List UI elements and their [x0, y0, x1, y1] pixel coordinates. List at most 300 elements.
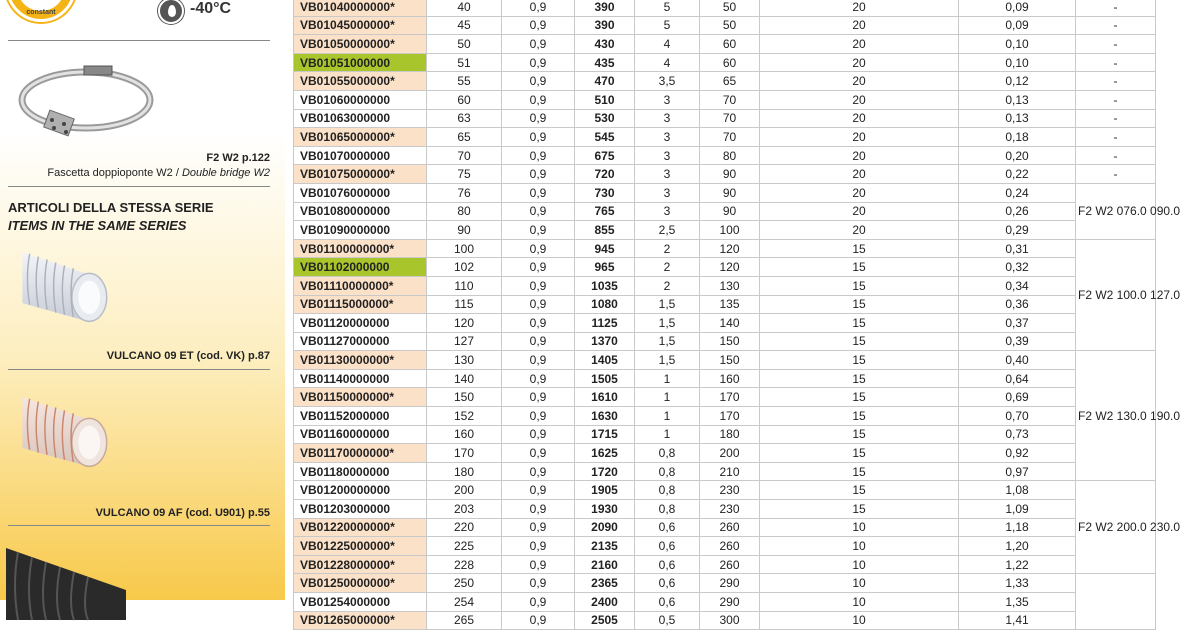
- inner-diameter-cell: 55: [427, 72, 502, 91]
- inner-diameter-cell: 90: [427, 221, 502, 240]
- thickness-cell: 0,9: [502, 407, 575, 426]
- pressure-cell: 1405: [575, 351, 635, 370]
- pressure-cell: 1125: [575, 314, 635, 333]
- table-row: [294, 500, 1156, 519]
- radius-cell: 290: [700, 574, 760, 593]
- bend-cell: 3: [635, 109, 700, 128]
- clamp-desc-it: Fascetta doppioponte W2 /: [47, 167, 179, 179]
- weight-cell: 0,09: [959, 16, 1076, 35]
- length-cell: 20: [760, 221, 959, 240]
- table-row: [294, 239, 1156, 258]
- radius-cell: 50: [700, 0, 760, 16]
- weight-cell: 0,10: [959, 53, 1076, 72]
- product-code: VB01055000000*: [294, 72, 427, 91]
- inner-diameter-cell: 115: [427, 295, 502, 314]
- bend-cell: 2: [635, 276, 700, 295]
- inner-diameter-cell: 150: [427, 388, 502, 407]
- length-cell: 15: [760, 481, 959, 500]
- length-cell: 15: [760, 407, 959, 426]
- inner-diameter-cell: 127: [427, 332, 502, 351]
- product-table: [293, 0, 1180, 630]
- length-cell: 20: [760, 183, 959, 202]
- accessory-cell: F2 W2 100.0 127.0: [1076, 239, 1156, 351]
- divider: [8, 186, 270, 187]
- thickness-cell: 0,9: [502, 537, 575, 556]
- radius-cell: 60: [700, 35, 760, 54]
- length-cell: 10: [760, 593, 959, 612]
- weight-cell: 0,26: [959, 202, 1076, 221]
- vulcano-af-hose-image: [6, 390, 126, 470]
- accessory-cell: -: [1076, 165, 1156, 184]
- weight-cell: 0,31: [959, 239, 1076, 258]
- series-title-en: ITEMS IN THE SAME SERIES: [8, 218, 187, 233]
- weight-cell: 0,22: [959, 165, 1076, 184]
- pressure-cell: 2400: [575, 593, 635, 612]
- inner-diameter-cell: 265: [427, 611, 502, 630]
- pressure-cell: 720: [575, 165, 635, 184]
- product-code: VB01250000000*: [294, 574, 427, 593]
- bend-cell: 3: [635, 90, 700, 109]
- bend-cell: 2: [635, 258, 700, 277]
- product-code: VB01254000000: [294, 593, 427, 612]
- length-cell: 15: [760, 314, 959, 333]
- pressure-cell: 675: [575, 146, 635, 165]
- length-cell: 20: [760, 90, 959, 109]
- bend-cell: 3: [635, 202, 700, 221]
- thickness-cell: 0,9: [502, 351, 575, 370]
- table-row: [294, 183, 1156, 202]
- table-row: [294, 16, 1156, 35]
- radius-cell: 230: [700, 500, 760, 519]
- length-cell: 20: [760, 72, 959, 91]
- double-bridge-clamp-image: [14, 58, 154, 153]
- bend-cell: 0,6: [635, 537, 700, 556]
- length-cell: 10: [760, 537, 959, 556]
- pressure-cell: 1905: [575, 481, 635, 500]
- thickness-cell: 0,9: [502, 481, 575, 500]
- table-row: [294, 221, 1156, 240]
- bend-cell: 1: [635, 407, 700, 426]
- length-cell: 15: [760, 425, 959, 444]
- inner-diameter-cell: 200: [427, 481, 502, 500]
- thickness-cell: 0,9: [502, 128, 575, 147]
- inner-diameter-cell: 152: [427, 407, 502, 426]
- inner-diameter-cell: 180: [427, 462, 502, 481]
- pressure-cell: 1930: [575, 500, 635, 519]
- length-cell: 20: [760, 53, 959, 72]
- bend-cell: 3: [635, 165, 700, 184]
- badge-text: constant: [26, 9, 56, 16]
- product-code: VB01203000000: [294, 500, 427, 519]
- weight-cell: 1,33: [959, 574, 1076, 593]
- pressure-cell: 390: [575, 16, 635, 35]
- inner-diameter-cell: 45: [427, 16, 502, 35]
- radius-cell: 180: [700, 425, 760, 444]
- product-code: VB01065000000*: [294, 128, 427, 147]
- length-cell: 15: [760, 388, 959, 407]
- length-cell: 20: [760, 128, 959, 147]
- product-code: VB01180000000: [294, 462, 427, 481]
- weight-cell: 0,10: [959, 35, 1076, 54]
- thickness-cell: 0,9: [502, 518, 575, 537]
- table-row: [294, 202, 1156, 221]
- radius-cell: 60: [700, 53, 760, 72]
- thickness-cell: 0,9: [502, 258, 575, 277]
- product-code: VB01130000000*: [294, 351, 427, 370]
- length-cell: 15: [760, 462, 959, 481]
- bend-cell: 0,8: [635, 481, 700, 500]
- inner-diameter-cell: 51: [427, 53, 502, 72]
- radius-cell: 50: [700, 16, 760, 35]
- thickness-cell: 0,9: [502, 462, 575, 481]
- table-row: [294, 109, 1156, 128]
- thickness-cell: 0,9: [502, 165, 575, 184]
- bend-cell: 3: [635, 128, 700, 147]
- table-row: [294, 258, 1156, 277]
- radius-cell: 150: [700, 332, 760, 351]
- table-row: [294, 146, 1156, 165]
- radius-cell: 135: [700, 295, 760, 314]
- length-cell: 20: [760, 146, 959, 165]
- radius-cell: 80: [700, 146, 760, 165]
- product-code: VB01080000000: [294, 202, 427, 221]
- product-table-wrapper: [293, 0, 1180, 630]
- weight-cell: 0,32: [959, 258, 1076, 277]
- thickness-cell: 0,9: [502, 35, 575, 54]
- radius-cell: 260: [700, 555, 760, 574]
- thickness-cell: 0,9: [502, 53, 575, 72]
- sidebar: [0, 0, 285, 600]
- inner-diameter-cell: 140: [427, 369, 502, 388]
- clamp-description: [47, 167, 270, 179]
- thickness-cell: 0,9: [502, 239, 575, 258]
- thickness-cell: 0,9: [502, 109, 575, 128]
- weight-cell: 0,20: [959, 146, 1076, 165]
- thickness-cell: 0,9: [502, 221, 575, 240]
- pressure-cell: 430: [575, 35, 635, 54]
- bend-cell: 0,6: [635, 574, 700, 593]
- product-code: VB01150000000*: [294, 388, 427, 407]
- hose2-caption: VULCANO 09 AF (cod. U901) p.55: [95, 507, 270, 519]
- bend-cell: 5: [635, 16, 700, 35]
- thickness-cell: 0,9: [502, 593, 575, 612]
- bend-cell: 4: [635, 53, 700, 72]
- pressure-cell: 730: [575, 183, 635, 202]
- table-row: [294, 165, 1156, 184]
- weight-cell: 1,41: [959, 611, 1076, 630]
- thickness-cell: 0,9: [502, 388, 575, 407]
- radius-cell: 260: [700, 537, 760, 556]
- accessory-cell: -: [1076, 35, 1156, 54]
- pressure-cell: 470: [575, 72, 635, 91]
- weight-cell: 1,08: [959, 481, 1076, 500]
- product-code: VB01120000000: [294, 314, 427, 333]
- product-code: VB01160000000: [294, 425, 427, 444]
- table-row: [294, 425, 1156, 444]
- table-row: [294, 295, 1156, 314]
- bend-cell: 2: [635, 239, 700, 258]
- bend-cell: 0,6: [635, 518, 700, 537]
- accessory-cell: -: [1076, 109, 1156, 128]
- length-cell: 20: [760, 16, 959, 35]
- inner-diameter-cell: 50: [427, 35, 502, 54]
- table-row: [294, 53, 1156, 72]
- inner-diameter-cell: 75: [427, 165, 502, 184]
- radius-cell: 120: [700, 258, 760, 277]
- product-code: VB01063000000: [294, 109, 427, 128]
- weight-cell: 0,36: [959, 295, 1076, 314]
- thickness-cell: 0,9: [502, 574, 575, 593]
- inner-diameter-cell: 110: [427, 276, 502, 295]
- inner-diameter-cell: 120: [427, 314, 502, 333]
- length-cell: 15: [760, 258, 959, 277]
- length-cell: 20: [760, 202, 959, 221]
- thickness-cell: 0,9: [502, 16, 575, 35]
- product-code: VB01050000000*: [294, 35, 427, 54]
- accessory-cell: [1076, 574, 1156, 630]
- table-row: [294, 72, 1156, 91]
- length-cell: 20: [760, 0, 959, 16]
- bend-cell: 1,5: [635, 314, 700, 333]
- radius-cell: 90: [700, 165, 760, 184]
- weight-cell: 1,35: [959, 593, 1076, 612]
- inner-diameter-cell: 65: [427, 128, 502, 147]
- pressure-cell: 435: [575, 53, 635, 72]
- inner-diameter-cell: 160: [427, 425, 502, 444]
- radius-cell: 170: [700, 388, 760, 407]
- divider: [8, 40, 270, 41]
- radius-cell: 65: [700, 72, 760, 91]
- thickness-cell: 0,9: [502, 332, 575, 351]
- temperature-label: -40°C: [190, 0, 232, 17]
- inner-diameter-cell: 80: [427, 202, 502, 221]
- pressure-cell: 1505: [575, 369, 635, 388]
- clamp-desc-en: Double bridge W2: [181, 167, 270, 179]
- bend-cell: 0,5: [635, 611, 700, 630]
- weight-cell: 1,09: [959, 500, 1076, 519]
- weight-cell: 0,29: [959, 221, 1076, 240]
- thickness-cell: 0,9: [502, 425, 575, 444]
- product-code: VB01152000000: [294, 407, 427, 426]
- bend-cell: 3: [635, 183, 700, 202]
- pressure-cell: 855: [575, 221, 635, 240]
- pressure-cell: 2160: [575, 555, 635, 574]
- product-code: VB01200000000: [294, 481, 427, 500]
- product-code: VB01140000000: [294, 369, 427, 388]
- radius-cell: 70: [700, 128, 760, 147]
- length-cell: 20: [760, 165, 959, 184]
- bend-cell: 0,8: [635, 444, 700, 463]
- weight-cell: 0,97: [959, 462, 1076, 481]
- weight-cell: 0,64: [959, 369, 1076, 388]
- weight-cell: 0,37: [959, 314, 1076, 333]
- radius-cell: 70: [700, 90, 760, 109]
- weight-cell: 0,39: [959, 332, 1076, 351]
- radius-cell: 120: [700, 239, 760, 258]
- length-cell: 15: [760, 444, 959, 463]
- radius-cell: 100: [700, 221, 760, 240]
- product-code: VB01090000000: [294, 221, 427, 240]
- radius-cell: 170: [700, 407, 760, 426]
- thickness-cell: 0,9: [502, 369, 575, 388]
- table-row: [294, 369, 1156, 388]
- radius-cell: 200: [700, 444, 760, 463]
- weight-cell: 0,12: [959, 72, 1076, 91]
- thickness-cell: 0,9: [502, 276, 575, 295]
- accessory-cell: -: [1076, 0, 1156, 16]
- length-cell: 10: [760, 518, 959, 537]
- weight-cell: 0,92: [959, 444, 1076, 463]
- bend-cell: 3: [635, 146, 700, 165]
- weight-cell: 0,40: [959, 351, 1076, 370]
- weight-cell: 0,24: [959, 183, 1076, 202]
- table-row: [294, 555, 1156, 574]
- bend-cell: 2,5: [635, 221, 700, 240]
- bend-cell: 4: [635, 35, 700, 54]
- table-row: [294, 593, 1156, 612]
- bend-cell: 1: [635, 369, 700, 388]
- pressure-cell: 2505: [575, 611, 635, 630]
- radius-cell: 230: [700, 481, 760, 500]
- inner-diameter-cell: 170: [427, 444, 502, 463]
- length-cell: 20: [760, 35, 959, 54]
- inner-diameter-cell: 70: [427, 146, 502, 165]
- table-row: [294, 481, 1156, 500]
- pressure-cell: 1610: [575, 388, 635, 407]
- pressure-cell: 1080: [575, 295, 635, 314]
- radius-cell: 290: [700, 593, 760, 612]
- pressure-cell: 945: [575, 239, 635, 258]
- black-hose-image: [6, 540, 126, 620]
- inner-diameter-cell: 60: [427, 90, 502, 109]
- weight-cell: 0,13: [959, 109, 1076, 128]
- thickness-cell: 0,9: [502, 0, 575, 16]
- inner-diameter-cell: 203: [427, 500, 502, 519]
- pressure-cell: 2365: [575, 574, 635, 593]
- radius-cell: 130: [700, 276, 760, 295]
- inner-diameter-cell: 225: [427, 537, 502, 556]
- weight-cell: 1,18: [959, 518, 1076, 537]
- table-row: [294, 35, 1156, 54]
- radius-cell: 140: [700, 314, 760, 333]
- accessory-cell: -: [1076, 128, 1156, 147]
- thickness-cell: 0,9: [502, 555, 575, 574]
- length-cell: 10: [760, 611, 959, 630]
- thickness-cell: 0,9: [502, 500, 575, 519]
- inner-diameter-cell: 228: [427, 555, 502, 574]
- thickness-cell: 0,9: [502, 146, 575, 165]
- product-code: VB01075000000*: [294, 165, 427, 184]
- weight-cell: 0,09: [959, 0, 1076, 16]
- bend-cell: 0,8: [635, 462, 700, 481]
- divider: [8, 369, 270, 370]
- table-row: [294, 351, 1156, 370]
- table-row: [294, 407, 1156, 426]
- vulcano-et-hose-image: [6, 245, 126, 325]
- pressure-cell: 2090: [575, 518, 635, 537]
- divider: [8, 525, 270, 526]
- radius-cell: 260: [700, 518, 760, 537]
- pressure-cell: 1035: [575, 276, 635, 295]
- bend-cell: 0,6: [635, 593, 700, 612]
- weight-cell: 0,13: [959, 90, 1076, 109]
- inner-diameter-cell: 130: [427, 351, 502, 370]
- inner-diameter-cell: 100: [427, 239, 502, 258]
- pressure-cell: 765: [575, 202, 635, 221]
- pressure-cell: 390: [575, 0, 635, 16]
- table-row: [294, 314, 1156, 333]
- product-code: VB01220000000*: [294, 518, 427, 537]
- radius-cell: 150: [700, 351, 760, 370]
- radius-cell: 70: [700, 109, 760, 128]
- thickness-cell: 0,9: [502, 183, 575, 202]
- accessory-cell: -: [1076, 146, 1156, 165]
- radius-cell: 160: [700, 369, 760, 388]
- series-title: [8, 199, 214, 235]
- pressure-cell: 530: [575, 109, 635, 128]
- length-cell: 10: [760, 555, 959, 574]
- constant-badge-icon: [6, 0, 76, 22]
- table-row: [294, 332, 1156, 351]
- table-row: [294, 0, 1156, 16]
- accessory-cell: -: [1076, 90, 1156, 109]
- hose1-caption: VULCANO 09 ET (cod. VK) p.87: [106, 350, 270, 362]
- pressure-cell: 1720: [575, 462, 635, 481]
- accessory-cell: -: [1076, 53, 1156, 72]
- radius-cell: 90: [700, 202, 760, 221]
- length-cell: 15: [760, 332, 959, 351]
- bend-cell: 1,5: [635, 332, 700, 351]
- length-cell: 15: [760, 276, 959, 295]
- accessory-cell: -: [1076, 72, 1156, 91]
- inner-diameter-cell: 250: [427, 574, 502, 593]
- accessory-cell: F2 W2 200.0 230.0: [1076, 481, 1156, 574]
- thickness-cell: 0,9: [502, 90, 575, 109]
- bend-cell: 0,8: [635, 500, 700, 519]
- table-row: [294, 574, 1156, 593]
- accessory-cell: -: [1076, 16, 1156, 35]
- product-code: VB01040000000*: [294, 0, 427, 16]
- thickness-cell: 0,9: [502, 202, 575, 221]
- inner-diameter-cell: 63: [427, 109, 502, 128]
- accessory-cell: F2 W2 076.0 090.0: [1076, 183, 1156, 239]
- pressure-cell: 965: [575, 258, 635, 277]
- product-code: VB01170000000*: [294, 444, 427, 463]
- length-cell: 15: [760, 295, 959, 314]
- radius-cell: 90: [700, 183, 760, 202]
- series-title-it: ARTICOLI DELLA STESSA SERIE: [8, 200, 214, 215]
- pressure-cell: 1370: [575, 332, 635, 351]
- product-code: VB01051000000: [294, 53, 427, 72]
- inner-diameter-cell: 76: [427, 183, 502, 202]
- bend-cell: 1,5: [635, 351, 700, 370]
- table-row: [294, 462, 1156, 481]
- inner-diameter-cell: 40: [427, 0, 502, 16]
- table-row: [294, 388, 1156, 407]
- thickness-cell: 0,9: [502, 444, 575, 463]
- product-code: VB01127000000: [294, 332, 427, 351]
- weight-cell: 0,73: [959, 425, 1076, 444]
- product-code: VB01045000000*: [294, 16, 427, 35]
- temperature-drop-icon: [158, 0, 184, 24]
- pressure-cell: 1630: [575, 407, 635, 426]
- bend-cell: 1,5: [635, 295, 700, 314]
- product-code: VB01070000000: [294, 146, 427, 165]
- bend-cell: 1: [635, 425, 700, 444]
- table-body: [294, 0, 1180, 630]
- bend-cell: 5: [635, 0, 700, 16]
- table-row: [294, 276, 1156, 295]
